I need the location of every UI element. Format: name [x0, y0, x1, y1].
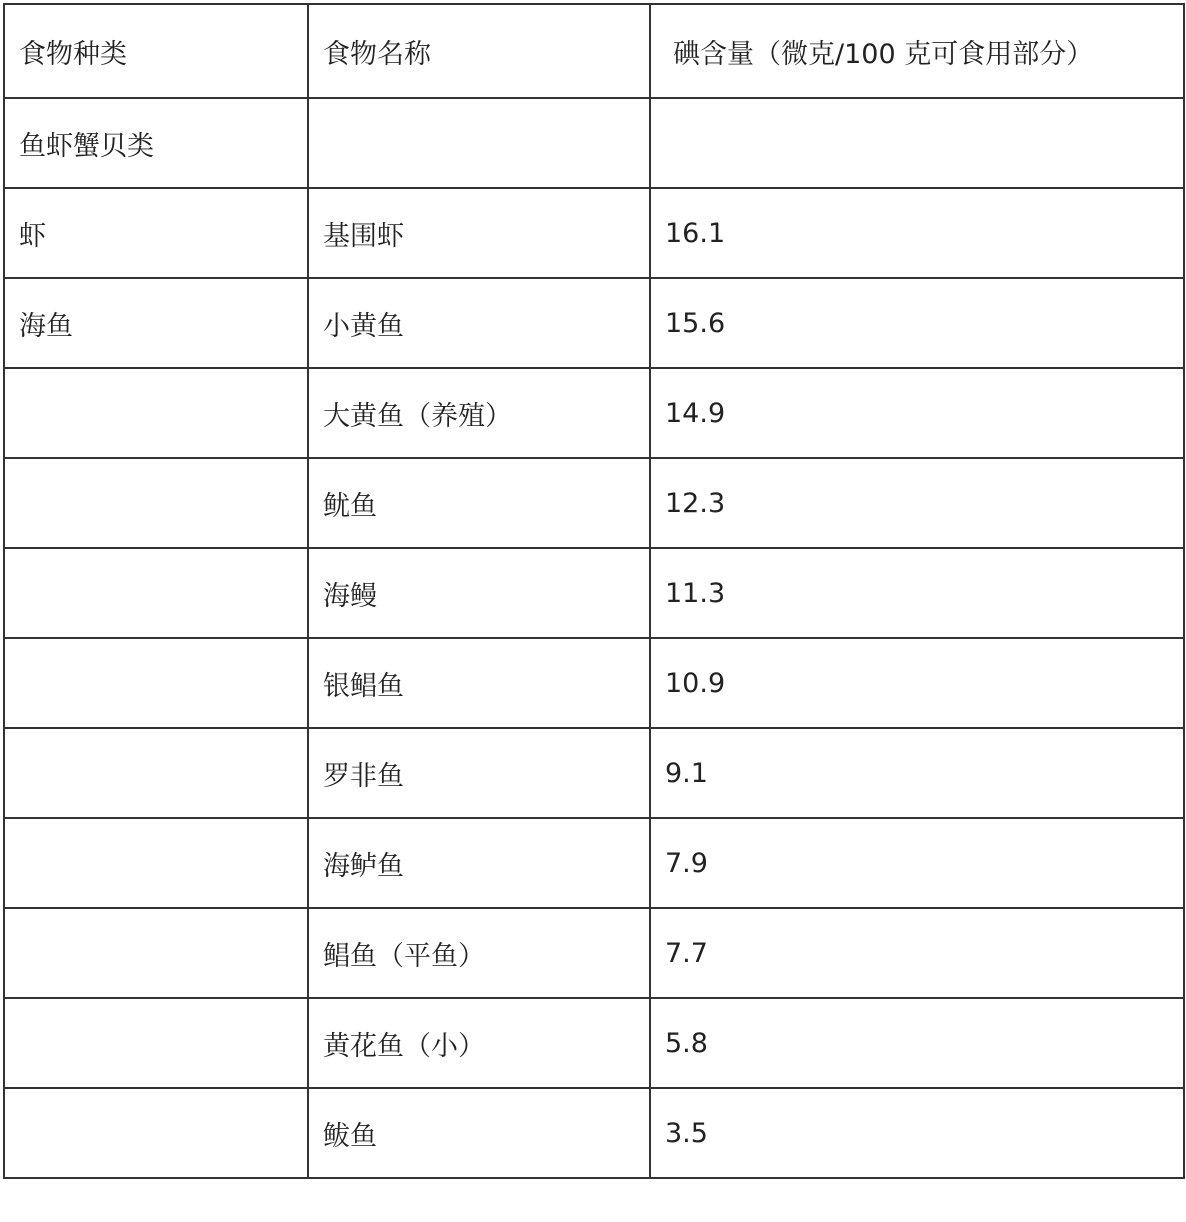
table-row: [4, 728, 1184, 818]
cell-food-category: 虾: [4, 188, 308, 278]
cell-iodine-content: 7.9: [650, 818, 1184, 908]
cell-iodine-content: 5.8: [650, 998, 1184, 1088]
cell-iodine-content: 3.5: [650, 1088, 1184, 1178]
cell-food-category: [4, 548, 308, 638]
cell-iodine-content: [650, 98, 1184, 188]
cell-food-name: 基围虾: [308, 188, 650, 278]
cell-food-category: [4, 1088, 308, 1178]
cell-food-category: 鱼虾蟹贝类: [4, 98, 308, 188]
cell-iodine-content: 16.1: [650, 188, 1184, 278]
cell-food-category: 海鱼: [4, 278, 308, 368]
iodine-content-table: [3, 3, 1185, 1179]
cell-food-category: [4, 908, 308, 998]
table-header-row: [4, 4, 1184, 98]
cell-food-category: [4, 728, 308, 818]
table-row: [4, 548, 1184, 638]
cell-food-name: 海鳗: [308, 548, 650, 638]
cell-food-name: 黄花鱼（小）: [308, 998, 650, 1088]
cell-food-name: 海鲈鱼: [308, 818, 650, 908]
table-row: [4, 998, 1184, 1088]
cell-food-name: 鲳鱼（平鱼）: [308, 908, 650, 998]
table-row: [4, 278, 1184, 368]
cell-iodine-content: 12.3: [650, 458, 1184, 548]
cell-food-name: 罗非鱼: [308, 728, 650, 818]
cell-food-name: 鱿鱼: [308, 458, 650, 548]
cell-food-category: [4, 818, 308, 908]
header-food-category: 食物种类: [4, 4, 308, 98]
table-row: [4, 98, 1184, 188]
cell-iodine-content: 9.1: [650, 728, 1184, 818]
cell-iodine-content: 15.6: [650, 278, 1184, 368]
header-food-name: 食物名称: [308, 4, 650, 98]
cell-food-name: 鲅鱼: [308, 1088, 650, 1178]
header-iodine-content: 碘含量（微克/100 克可食用部分）: [650, 4, 1184, 98]
cell-food-category: [4, 458, 308, 548]
cell-food-name: 大黄鱼（养殖）: [308, 368, 650, 458]
cell-food-name: [308, 98, 650, 188]
cell-food-category: [4, 998, 308, 1088]
cell-food-category: [4, 368, 308, 458]
cell-iodine-content: 10.9: [650, 638, 1184, 728]
iodine-content-table-container: [3, 3, 1183, 1179]
table-row: [4, 188, 1184, 278]
table-row: [4, 1088, 1184, 1178]
cell-iodine-content: 11.3: [650, 548, 1184, 638]
cell-iodine-content: 7.7: [650, 908, 1184, 998]
cell-food-category: [4, 638, 308, 728]
cell-iodine-content: 14.9: [650, 368, 1184, 458]
cell-food-name: 小黄鱼: [308, 278, 650, 368]
table-row: [4, 908, 1184, 998]
table-row: [4, 818, 1184, 908]
table-row: [4, 638, 1184, 728]
cell-food-name: 银鲳鱼: [308, 638, 650, 728]
table-row: [4, 368, 1184, 458]
table-row: [4, 458, 1184, 548]
